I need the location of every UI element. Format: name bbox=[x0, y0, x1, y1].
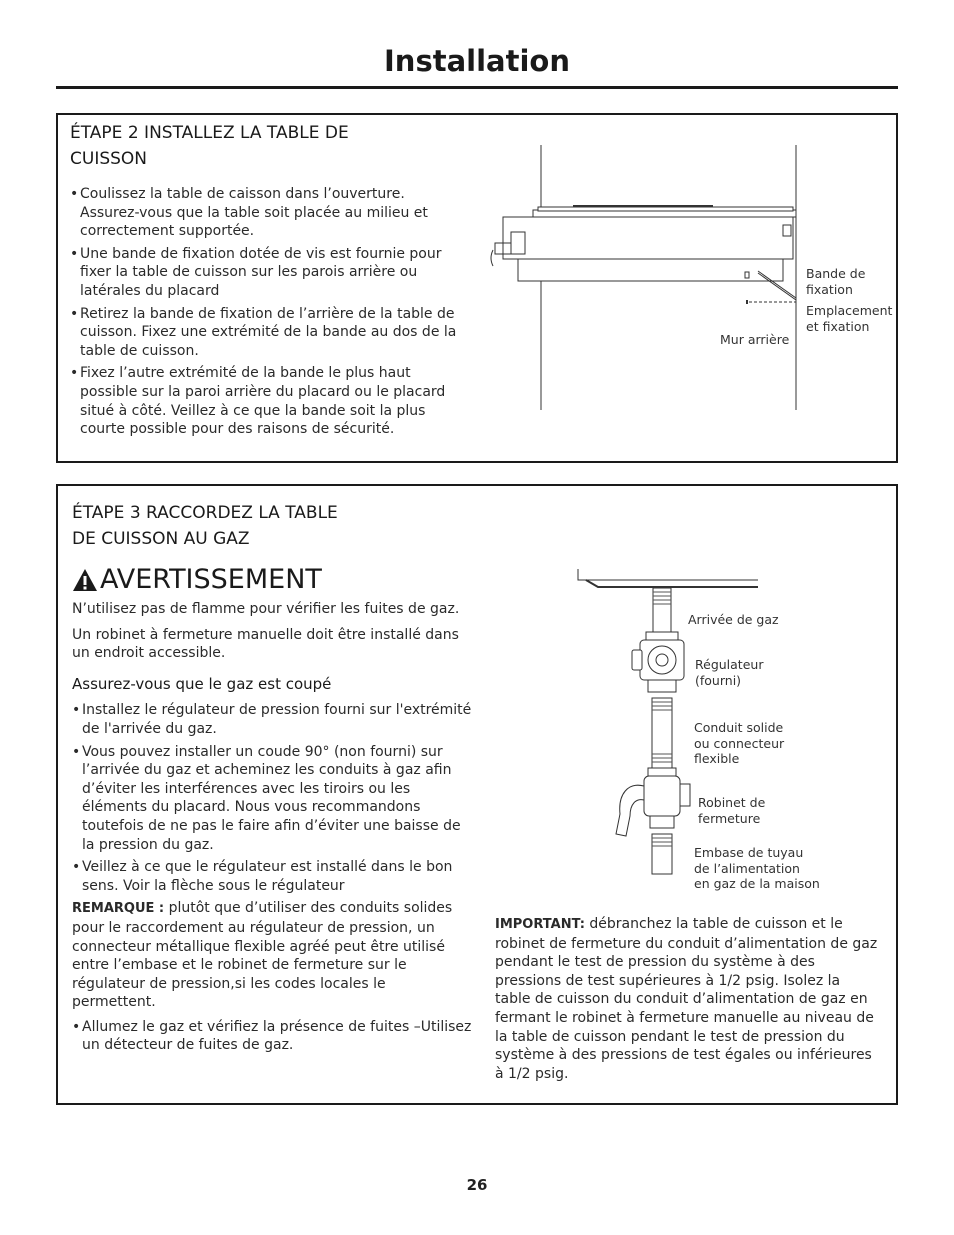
step3-left-column bbox=[72, 600, 472, 1059]
step3-bullet-list bbox=[72, 701, 472, 895]
step2-bullet-list bbox=[70, 185, 462, 443]
label-bande-fixation bbox=[806, 266, 865, 297]
page-title: Installation bbox=[384, 44, 570, 78]
note-label: REMARQUE : bbox=[72, 901, 165, 917]
label-line: Conduit solide bbox=[694, 720, 784, 735]
manual-valve-text: Un robinet à fermeture manuelle doit être installé dans un endroit accessible. bbox=[72, 626, 459, 662]
step3-section bbox=[56, 484, 898, 1105]
label-line: en gaz de la maison bbox=[694, 876, 820, 891]
label-robinet bbox=[698, 795, 765, 826]
label-emplacement bbox=[806, 303, 892, 334]
step2-heading-line1: ÉTAPE 2 INSTALLEZ LA TABLE DE bbox=[70, 123, 349, 143]
label-mur-arriere: Mur arrière bbox=[720, 332, 790, 347]
step2-heading-line2: CUISSON bbox=[70, 149, 148, 169]
label-line: Régulateur bbox=[695, 657, 764, 672]
label-line: fermeture bbox=[698, 810, 761, 826]
label-line: flexible bbox=[694, 751, 740, 766]
step3-bullet: • Veillez à ce que le régulateur est installé dans le bon sens. Voir la flèche sous le régulateur bbox=[72, 858, 472, 895]
label-line: Robinet de bbox=[698, 795, 766, 810]
warning-title-text: AVERTISSEMENT bbox=[100, 564, 322, 595]
step3-bullet: • Vous pouvez installer un coude 90° (non fourni) sur l’arrivée du gaz et acheminez les conduits à gaz afin d’éviter les interférences avec les tiroirs ou les éléments du placard. Nous vous recommandons toutefois de ne pas le faire afin d’éviter une baisse de la pression du gaz. bbox=[72, 743, 472, 855]
label-line: Emplacement bbox=[806, 303, 893, 318]
step2-section bbox=[56, 113, 898, 463]
warning-triangle-icon bbox=[72, 568, 98, 592]
label-line: (fourni) bbox=[695, 672, 742, 688]
important-label: IMPORTANT: bbox=[495, 917, 585, 932]
step2-bullet: • Une bande de fixation dotée de vis est fournie pour fixer la table de cuisson sur les parois arrière ou latérales du placard bbox=[70, 245, 462, 301]
warning-title bbox=[72, 564, 322, 595]
title-rule bbox=[56, 86, 898, 89]
warning-text: N’utilisez pas de flamme pour vérifier les fuites de gaz. bbox=[72, 601, 460, 617]
label-conduit bbox=[694, 720, 784, 767]
label-regulateur bbox=[695, 657, 763, 688]
step2-heading bbox=[70, 120, 349, 172]
label-line: Embase de tuyau bbox=[694, 845, 804, 860]
label-line: et fixation bbox=[806, 318, 870, 334]
note-text: plutôt que d’utiliser des conduits solides pour le raccordement au régulateur de pression, un connecteur métallique flexible agréé peut être utilisé entre l’embase et le robinet de fermeture sur le régulateur de pression,si les codes locales le permettent. bbox=[72, 900, 453, 1011]
label-line: fixation bbox=[806, 281, 853, 297]
step3-bullet: • Installez le régulateur de pression fourni sur l'extrémité de l'arrivée du gaz. bbox=[72, 701, 472, 738]
gas-off-subheading: Assurez-vous que le gaz est coupé bbox=[72, 674, 332, 693]
step3-last-bullet-list bbox=[72, 1018, 472, 1055]
step2-bullet: • Retirez la bande de fixation de l’arrière de la table de cuisson. Fixez une extrémité de la bande au dos de la table de cuisson. bbox=[70, 305, 462, 361]
step3-heading-line2: DE CUISSON AU GAZ bbox=[72, 529, 250, 549]
note-paragraph bbox=[72, 899, 472, 1012]
step2-bullet: • Fixez l’autre extrémité de la bande le plus haut possible sur la paroi arrière du placard ou le placard situé à côté. Veillez à ce que la bande soit la plus courte possible pour des raisons de sécurité. bbox=[70, 364, 462, 438]
page-number: 26 bbox=[466, 1176, 488, 1194]
cooktop-strap-diagram bbox=[483, 140, 813, 410]
step2-bullet: • Coulissez la table de caisson dans l’ouverture. Assurez-vous que la table soit placée au milieu et correctement supportée. bbox=[70, 185, 462, 241]
label-line: Bande de bbox=[806, 266, 866, 281]
step3-heading-line1: ÉTAPE 3 RACCORDEZ LA TABLE bbox=[72, 503, 338, 523]
label-line: ou connecteur bbox=[694, 735, 785, 751]
important-paragraph bbox=[495, 915, 880, 1083]
important-text: débranchez la table de cuisson et le robinet de fermeture du conduit d’alimentation de gaz pendant le test de pression du système à des pressions de test supérieures à 1/2 psig. Isolez la table de cuisson du conduit d’alimentation de gaz en fermant le robinet à fermeture manuelle au niveau de la table de cuisson pendant le test de pression du système à des pressions de test égales ou inférieures à 1/2 psig. bbox=[495, 916, 878, 1082]
label-embase bbox=[694, 845, 820, 892]
step3-bullet: • Allumez le gaz et vérifiez la présence de fuites –Utilisez un détecteur de fuites de gaz. bbox=[72, 1018, 472, 1055]
label-arrivee-gaz: Arrivée de gaz bbox=[688, 612, 779, 627]
step3-heading bbox=[72, 500, 338, 552]
label-line: de l’alimentation bbox=[694, 860, 800, 876]
